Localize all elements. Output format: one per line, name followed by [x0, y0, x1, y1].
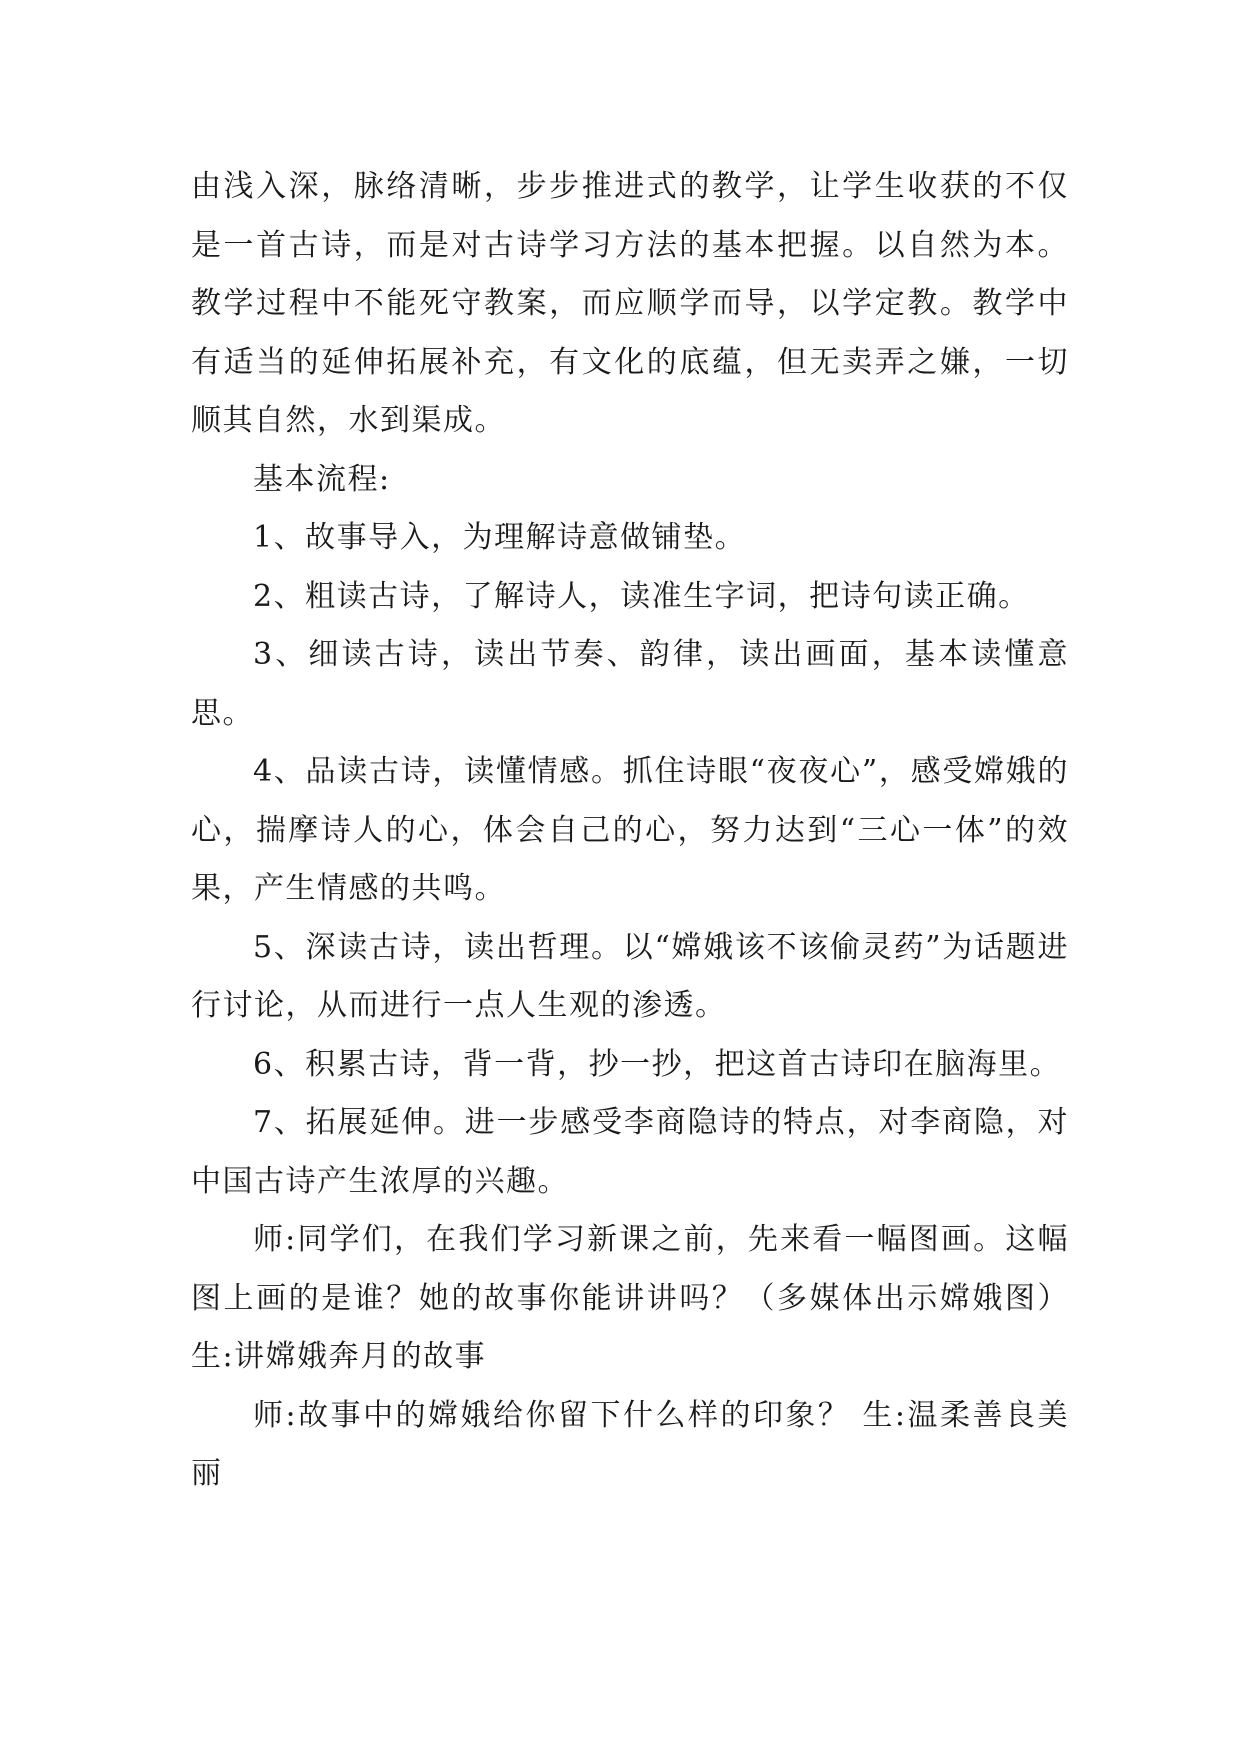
paragraph-dialogue-1: 师:同学们，在我们学习新课之前，先来看一幅图画。这幅图上画的是谁？她的故事你能讲讲吗？（多媒体出示嫦娥图）生:讲嫦娥奔月的故事: [191, 1222, 1069, 1374]
paragraph-step-3: 3、细读古诗，读出节奏、韵律，读出画面，基本读懂意思。: [191, 637, 1069, 731]
paragraph-flow-heading: 基本流程:: [253, 461, 391, 497]
paragraph-step-5: 5、深读古诗，读出哲理。以“嫦娥该不该偷灵药”为话题进行讨论，从而进行一点人生观的渗透。: [191, 929, 1069, 1023]
paragraph-step-4: 4、品读古诗，读懂情感。抓住诗眼“夜夜心”，感受嫦娥的心，揣摩诗人的心，体会自己的心，努力达到“三心一体”的效果，产生情感的共鸣。: [191, 754, 1069, 906]
paragraph-dialogue-2: 师:故事中的嫦娥给你留下什么样的印象？ 生:温柔善良美丽: [191, 1397, 1069, 1491]
paragraph-step-6: 6、积累古诗，背一背，抄一抄，把这首古诗印在脑海里。: [253, 1046, 1062, 1082]
paragraph-step-2: 2、粗读古诗，了解诗人，读准生字词，把诗句读正确。: [253, 578, 1030, 614]
paragraph-step-1: 1、故事导入，为理解诗意做铺垫。: [253, 520, 747, 555]
paragraph-step-7: 7、拓展延伸。进一步感受李商隐诗的特点，对李商隐，对中国古诗产生浓厚的兴趣。: [191, 1105, 1069, 1199]
document-body: [191, 158, 1069, 1504]
paragraph-intro: 由浅入深，脉络清晰，步步推进式的教学，让学生收获的不仅是一首古诗，而是对古诗学习方法的基本把握。以自然为本。教学过程中不能死守教案，而应顺学而导，以学定教。教学中有适当的延伸拓展补充，有文化的底蕴，但无卖弄之嫌，一切顺其自然，水到渠成。: [191, 169, 1069, 438]
